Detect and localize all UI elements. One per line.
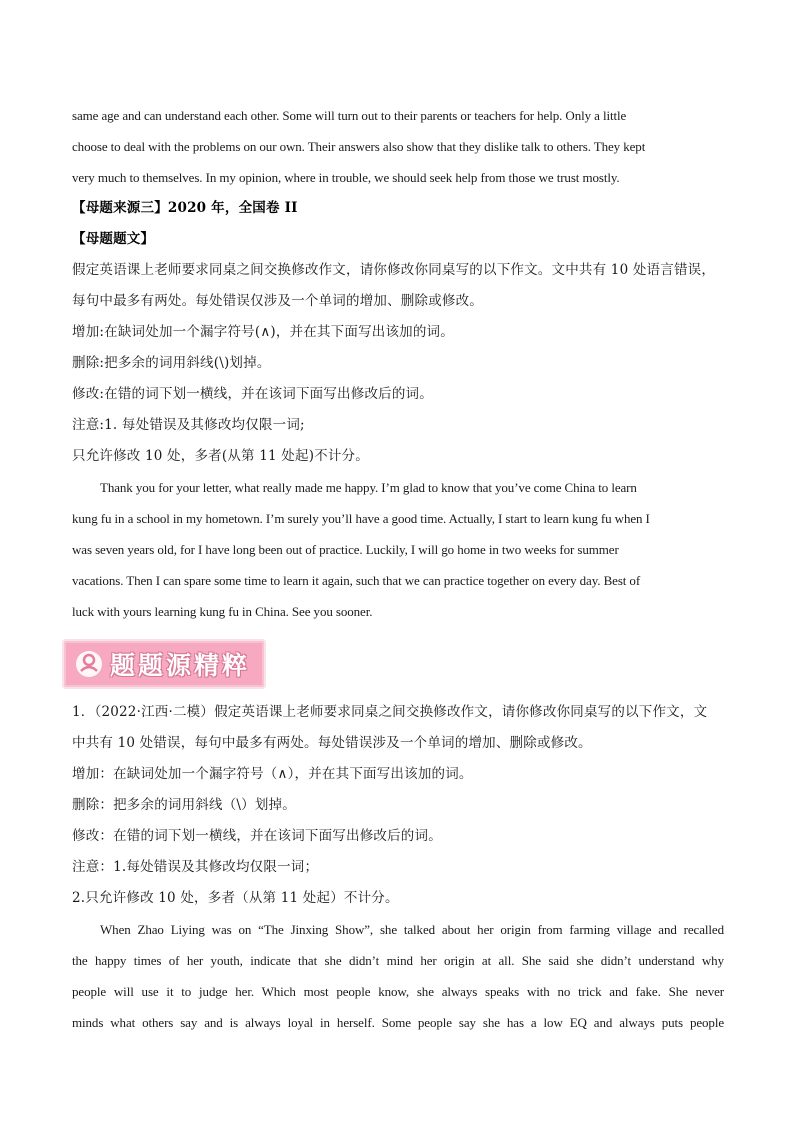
essay-line: minds what others say and is always loyal in herself. Some people say she has a low EQ and always puts people <box>72 1015 724 1030</box>
source3-section <box>72 193 724 627</box>
instruction-line: 中共有 10 处错误，每句中最多有两处。每处错误涉及一个单词的增加、删除或修改。 <box>72 735 592 751</box>
instruction-line: 删除：把多余的词用斜线（\）划掉。 <box>72 797 296 813</box>
essay-line: very much to themselves. In my opinion, where in trouble, we should seek help from those we trust mostly. <box>72 170 620 185</box>
instruction-line: 增加：在缺词处加一个漏字符号（∧），并在其下面写出该加的词。 <box>72 766 473 782</box>
instruction-line: 每句中最多有两处。每处错误仅涉及一个单词的增加、删除或修改。 <box>72 293 483 309</box>
section-banner <box>64 633 724 691</box>
instruction-line: 1．（2022·江西·二模）假定英语课上老师要求同桌之间交换修改作文，请你修改你同桌写的以下作文，文 <box>72 704 708 720</box>
essay-line: the happy times of her youth, indicate that she didn’t mind her origin at all. She said she didn’t understand why <box>72 953 724 968</box>
instruction-line: 修改:在错的词下划一横线，并在该词下面写出修改后的词。 <box>72 386 433 402</box>
essay-line: luck with yours learning kung fu in China. See you sooner. <box>72 604 373 619</box>
instruction-line: 增加:在缺词处加一个漏字符号(∧)，并在其下面写出该加的词。 <box>72 324 454 340</box>
essay-line: When Zhao Liying was on “The Jinxing Show”, she talked about her origin from farming village and recalled <box>100 922 724 937</box>
essay-line: people will use it to judge her. Which most people know, she always speaks with no trick and fake. She never <box>72 984 724 999</box>
instruction-line: 假定英语课上老师要求同桌之间交换修改作文，请你修改你同桌写的以下作文。文中共有 10 处语言错误， <box>72 262 716 278</box>
essay-line: was seven years old, for I have long been out of practice. Luckily, I will go home in two weeks for summer <box>72 542 619 557</box>
essay-line: kung fu in a school in my hometown. I’m surely you’ll have a good time. Actually, I start to learn kung fu when I <box>72 511 650 526</box>
source-subheading: 【母题题文】 <box>72 231 155 247</box>
source-heading: 【母题来源三】2020 年，全国卷 II <box>72 200 298 216</box>
banner-box <box>64 641 264 687</box>
banner-label: 题题源精粹 <box>110 651 251 680</box>
instruction-line: 注意:1. 每处错误及其修改均仅限一词; <box>72 417 305 433</box>
question1-section <box>72 697 724 1038</box>
essay-line: Thank you for your letter, what really made me happy. I’m glad to know that you’ve come China to learn <box>100 480 637 495</box>
top-essay <box>72 100 724 193</box>
essay-line: choose to deal with the problems on our own. Their answers also show that they dislike talk to others. They kept <box>72 139 646 154</box>
pink-badge-icon <box>74 649 104 679</box>
instruction-line: 2.只允许修改 10 处，多者（从第 11 处起）不计分。 <box>72 890 399 906</box>
essay-line: same age and can understand each other. Some will turn out to their parents or teachers for help. Only a little <box>72 108 627 123</box>
instruction-line: 删除:把多余的词用斜线(\)划掉。 <box>72 355 271 371</box>
essay-line: vacations. Then I can spare some time to learn it again, such that we can practice together on every day. Best of <box>72 573 641 588</box>
instruction-line: 注意：1.每处错误及其修改均仅限一词； <box>72 859 319 875</box>
instruction-line: 修改：在错的词下划一横线，并在该词下面写出修改后的词。 <box>72 828 442 844</box>
instruction-line: 只允许修改 10 处，多者(从第 11 处起)不计分。 <box>72 448 369 464</box>
document-page <box>72 100 724 1038</box>
